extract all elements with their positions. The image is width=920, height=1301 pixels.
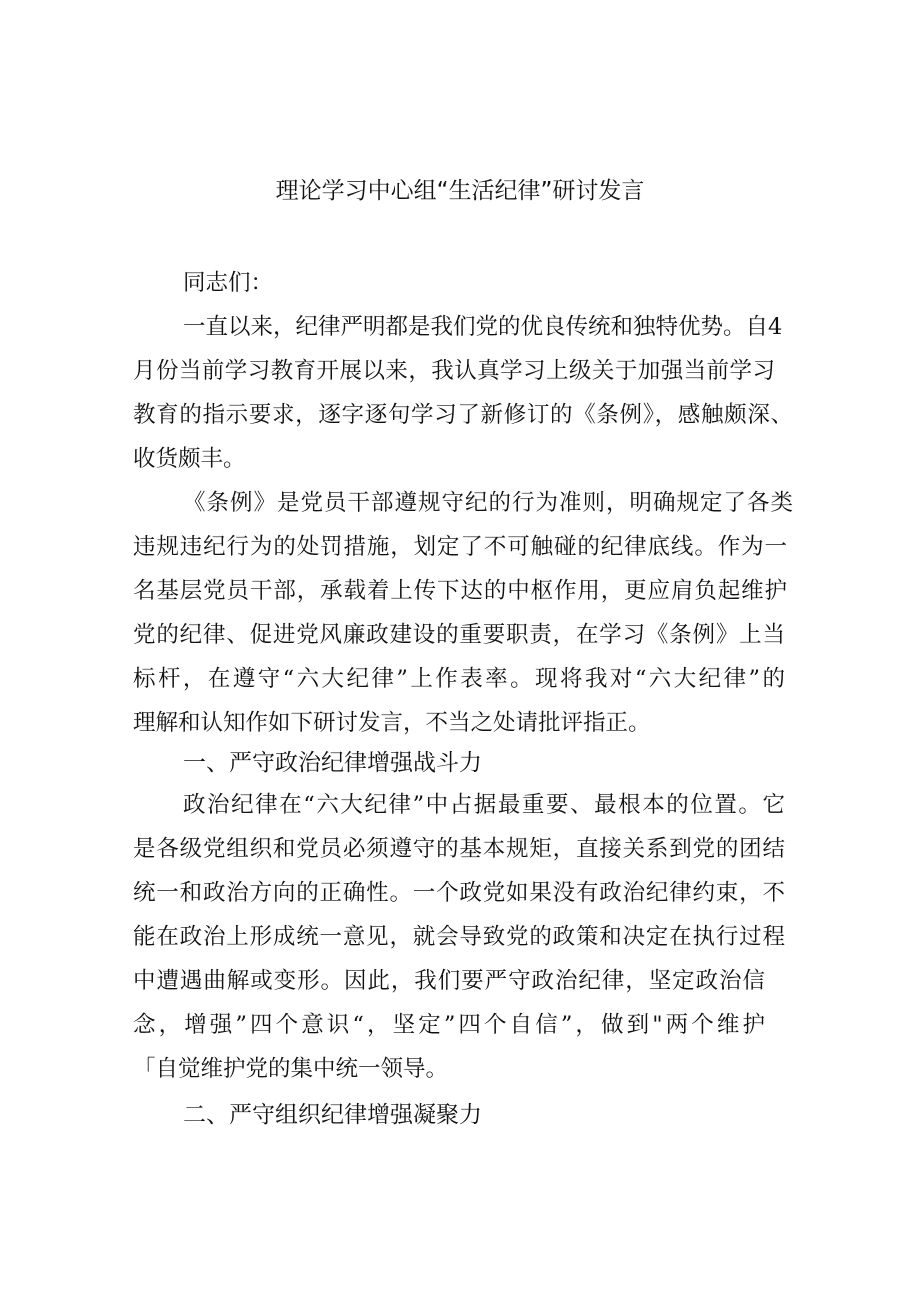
paragraph-2-line-5: 标杆，在遵守“六大纪律”上作表率。现将我对“六大纪律”的 xyxy=(133,666,785,692)
paragraph-2-line-2: 违规违纪行为的处罚措施，划定了不可触碰的纪律底线。作为一 xyxy=(133,534,787,560)
paragraph-1-line-4: 收货颇丰。 xyxy=(133,446,246,472)
paragraph-2-line-3: 名基层党员干部，承载着上传下达的中枢作用，更应肩负起维护 xyxy=(133,578,787,604)
document-title: 理论学习中心组“生活纪律”研讨发言 xyxy=(275,178,645,204)
section-heading-1: 一、严守政治纪律增强战斗力 xyxy=(183,750,482,776)
paragraph-3-line-6: 念，增强”四个意识“，坚定”四个自信”，做到"两个维护 xyxy=(133,1012,765,1038)
paragraph-3-line-4: 能在政治上形成统一意见，就会导致党的政策和决定在执行过程 xyxy=(133,924,785,950)
paragraph-3-line-3: 统一和政治方向的正确性。一个政党如果没有政治纪律约束，不 xyxy=(133,880,785,906)
paragraph-1-line-3: 教育的指示要求，逐字逐句学习了新修订的《条例》，感触颇深、 xyxy=(133,402,793,428)
paragraph-2-line-6: 理解和认知作如下研讨发言，不当之处请批评指正。 xyxy=(133,710,651,736)
section-heading-2: 二、严守组织纪律增强凝聚力 xyxy=(183,1102,482,1128)
paragraph-3-line-2: 是各级党组织和党员必须遵守的基本规矩，直接关系到党的团结 xyxy=(133,836,785,862)
salutation: 同志们： xyxy=(183,270,274,296)
paragraph-3-line-5: 中遭遇曲解或变形。因此，我们要严守政治纪律，坚定政治信 xyxy=(133,968,765,994)
paragraph-3-line-1: 政治纪律在“六大纪律”中占据最重要、最根本的位置。它 xyxy=(183,792,785,818)
paragraph-3-line-7: 「自觉维护党的集中统一领导。 xyxy=(133,1056,449,1082)
paragraph-1-line-2: 月份当前学习教育开展以来，我认真学习上级关于加强当前学习 xyxy=(133,358,775,384)
paragraph-2-line-1: 《条例》是党员干部遵规守纪的行为准则，明确规定了各类 xyxy=(183,490,793,516)
paragraph-1-line-1: 一直以来，纪律严明都是我们党的优良传统和独特优势。自4 xyxy=(183,314,783,340)
paragraph-2-line-4: 党的纪律、促进党风廉政建设的重要职责，在学习《条例》上当 xyxy=(133,622,785,648)
